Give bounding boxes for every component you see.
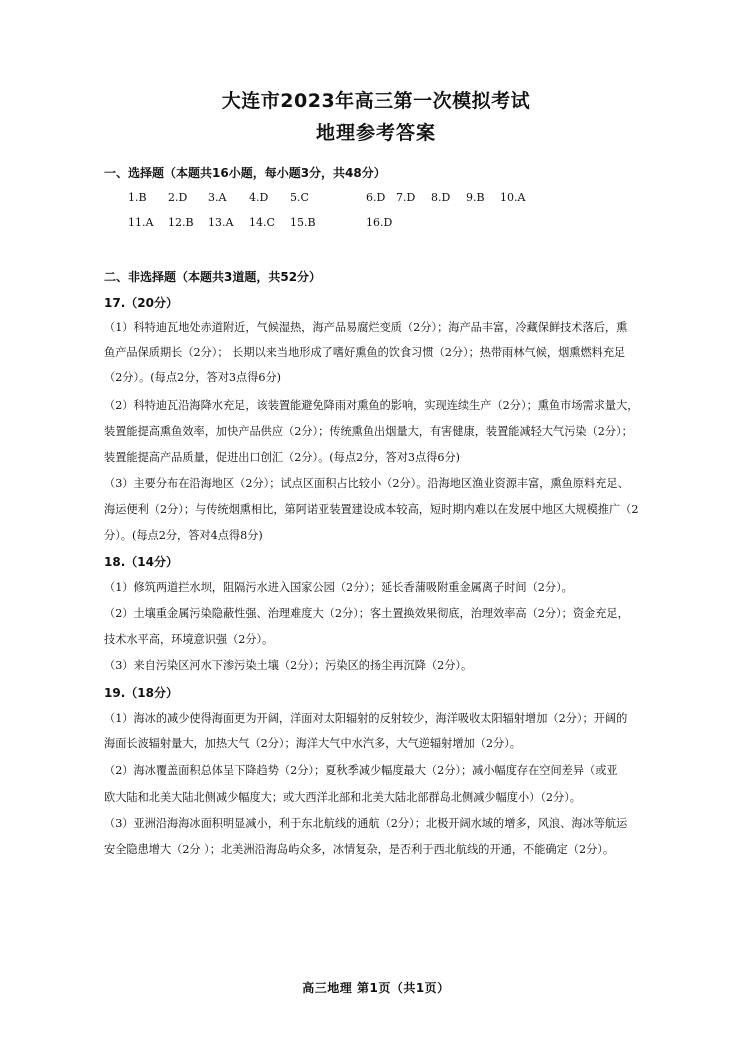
answer-line: 装置能提高熏鱼效率，加快产品供应（2分）；传统熏鱼出烟量大，有害健康，装置能减轻大气污染（2分）； bbox=[104, 425, 633, 438]
question-18-heading: 18.（14分） bbox=[104, 555, 178, 569]
choice-answer: 3.A bbox=[208, 191, 227, 204]
question-17-heading: 17.（20分） bbox=[104, 296, 178, 310]
choice-answer: 8.D bbox=[431, 191, 451, 204]
choice-answer: 12.B bbox=[168, 216, 194, 229]
answer-line: （3）主要分布在沿海地区（2分）；试点区面积占比较小（2分）。沿海地区渔业资源丰富，熏鱼原料充足、 bbox=[104, 477, 629, 490]
answer-line: （2）土壤重金属污染隐蔽性强、治理难度大（2分）；客土置换效果彻底，治理效率高（2分）；资金充足， bbox=[104, 607, 629, 620]
section-2-heading: 二、非选择题（本题共3道题，共52分） bbox=[104, 270, 322, 284]
answer-line: （1）修筑两道拦水坝，阻隔污水进入国家公园（2分）；延长香蒲吸附重金属离子时间（2分）。 bbox=[104, 581, 573, 594]
choice-answer: 15.B bbox=[290, 216, 316, 229]
choice-answer: 14.C bbox=[249, 216, 275, 229]
choice-answer: 9.B bbox=[466, 191, 485, 204]
choice-answer: 16.D bbox=[366, 216, 393, 229]
choice-answer: 6.D bbox=[366, 191, 386, 204]
answer-line: （3）来自污染区河水下渗污染土壤（2分）；污染区的扬尘再沉降（2分）。 bbox=[104, 659, 473, 672]
answer-line: （2）科特迪瓦沿海降水充足，该装置能避免降雨对熏鱼的影响，实现连续生产（2分）；熏鱼市场需求量大， bbox=[104, 399, 639, 412]
answer-line: 装置能提高产品质量，促进出口创汇（2分）。(每点2分，答对3点得6分) bbox=[104, 451, 461, 464]
answer-line: （1）海冰的减少使得海面更为开阔，洋面对太阳辐射的反射较少，海洋吸收太阳辐射增加（2分）；开阔的 bbox=[104, 712, 628, 725]
choice-answer: 2.D bbox=[168, 191, 188, 204]
answer-line: 海面长波辐射量大，加热大气（2分）；海洋大气中水汽多，大气逆辐射增加（2分）。 bbox=[104, 737, 521, 750]
answer-line: 欧大陆和北美大陆北侧减少幅度大；或大西洋北部和北美大陆北部群岛北侧减少幅度小）（2分）。 bbox=[104, 791, 581, 804]
answer-line: 鱼产品保质期长（2分）； 长期以来当地形成了嗜好熏鱼的饮食习惯（2分）；热带雨林气候，烟熏燃料充足 bbox=[104, 346, 626, 359]
section-1-heading: 一、选择题（本题共16小题，每小题3分，共48分） bbox=[104, 166, 386, 180]
choice-answer: 1.B bbox=[128, 191, 147, 204]
answer-line: （3）亚洲沿海海冰面积明显减小，利于东北航线的通航（2分）；北极开阔水域的增多，风浪、海冰等航运 bbox=[104, 817, 628, 830]
choice-answer: 7.D bbox=[396, 191, 416, 204]
answer-line: 海运便利（2分）；与传统烟熏相比，第阿诺亚装置建设成本较高，短时期内难以在发展中地区大规模推广（2 bbox=[104, 503, 639, 516]
answer-line: 分）。(每点2分，答对4点得8分) bbox=[104, 529, 263, 542]
answer-line: （2分）。(每点2分，答对3点得6分) bbox=[104, 371, 282, 384]
answer-line: 安全隐患增大（2分 ）；北美洲沿海岛屿众多，冰情复杂，是否利于西北航线的开通，不能确定（2分）。 bbox=[104, 843, 615, 856]
page-footer: 高三地理 第1页（共1页） bbox=[302, 981, 450, 995]
answer-line: （2）海冰覆盖面积总体呈下降趋势（2分）；夏秋季减少幅度最大（2分）；减小幅度存在空间差异（或亚 bbox=[104, 764, 618, 777]
choice-answer: 11.A bbox=[128, 216, 154, 229]
exam-title: 大连市2023年高三第一次模拟考试 bbox=[221, 90, 531, 112]
choice-answer: 4.D bbox=[249, 191, 269, 204]
answer-key-subtitle: 地理参考答案 bbox=[315, 122, 436, 144]
choice-answer: 10.A bbox=[500, 191, 526, 204]
choice-answer: 13.A bbox=[208, 216, 234, 229]
choice-answer: 5.C bbox=[290, 191, 309, 204]
answer-line: 技术水平高，环境意识强（2分）。 bbox=[104, 633, 274, 646]
question-19-heading: 19.（18分） bbox=[104, 686, 178, 700]
answer-line: （1）科特迪瓦地处赤道附近，气候湿热，海产品易腐烂变质（2分）；海产品丰富，冷藏保鲜技术落后，熏 bbox=[104, 321, 628, 334]
